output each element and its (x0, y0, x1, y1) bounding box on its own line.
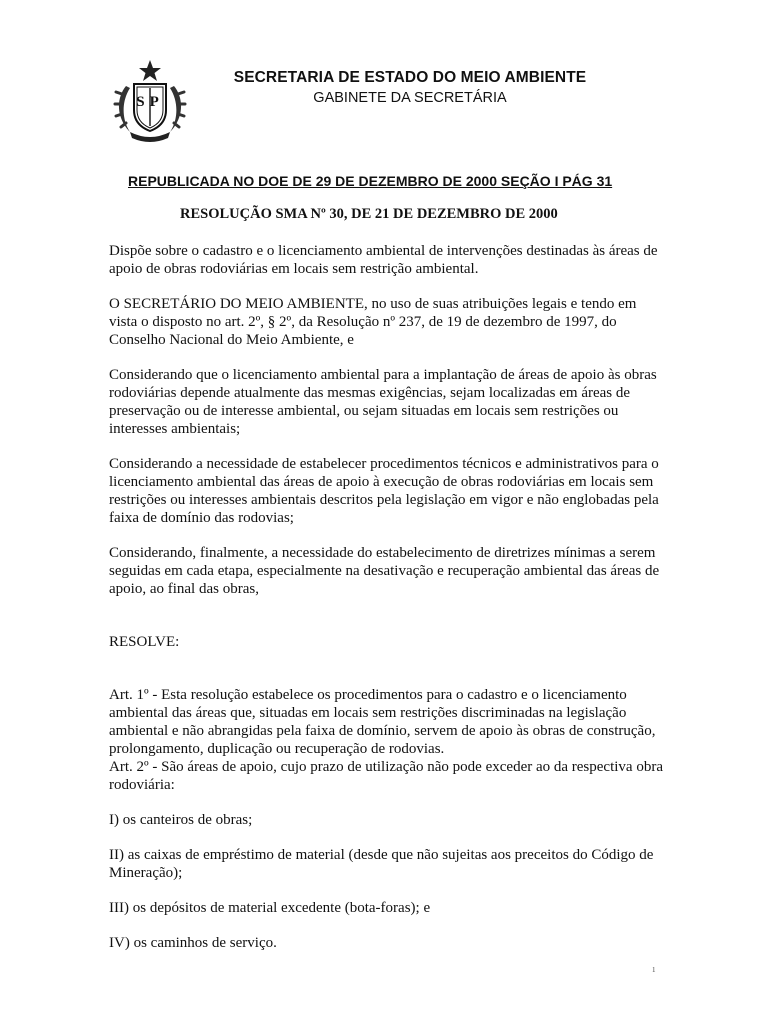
considering-paragraph-2: Considerando a necessidade de estabelecer procedimentos técnicos e administrativos para o licenciamento ambiental das áreas de apoio à execução de obras rodoviárias em locais sem restrições ou interesses ambientais descritos pela legislação em vigor e não englobadas pela faixa de domínio das rodovias; (109, 456, 659, 526)
considering-paragraph-1: Considerando que o licenciamento ambiental para a implantação de áreas de apoio às obras rodoviárias depende atualmente das mesmas exigências, sejam localizadas em áreas de preservação ou de interesse ambiental, ou sejam situadas em locais sem restrições ou interesses ambientais; (109, 367, 657, 437)
list-item: II) as caixas de empréstimo de material (desde que não sujeitas aos preceitos do Código de Mineração); (109, 847, 654, 881)
list-item: I) os canteiros de obras; (109, 812, 253, 828)
resolution-title: RESOLUÇÃO SMA Nº 30, DE 21 DE DEZEMBRO DE 2000 (180, 206, 558, 222)
article-1: Art. 1º - Esta resolução estabelece os procedimentos para o cadastro e o licenciamento ambiental das áreas que, situadas em locais sem restrições discriminadas na legislação ambiental e não abrangidas pela faixa de domínio, servem de apoio às obras de construção, prolongamento, duplicação ou recuperação de rodovias. (109, 687, 656, 757)
article-2: Art. 2º - São áreas de apoio, cujo prazo de utilização não pode exceder ao da respectiva obra rodoviária: (109, 759, 663, 793)
document-body (109, 242, 665, 969)
sao-paulo-coat-of-arms-icon (112, 58, 188, 142)
list-item: III) os depósitos de material excedente (bota-foras); e (109, 900, 431, 916)
republication-note: REPUBLICADA NO DOE DE 29 DE DEZEMBRO DE 2000 SEÇÃO I PÁG 31 (128, 173, 613, 189)
document-header (200, 68, 620, 107)
organization-name: SECRETARIA DE ESTADO DO MEIO AMBIENTE (233, 69, 587, 86)
considering-paragraph-3: Considerando, finalmente, a necessidade do estabelecimento de diretrizes mínimas a serem seguidas em cada etapa, especialmente na desativação e recuperação ambiental das áreas de apoio, ao final das obras, (109, 545, 660, 597)
seal-letters: SP (136, 94, 164, 110)
preamble-paragraph: O SECRETÁRIO DO MEIO AMBIENTE, no uso de suas atribuições legais e tendo em vista o disposto no art. 2º, § 2º, da Resolução nº 237, de 19 de dezembro de 1997, do Conselho Nacional do Meio Ambiente, e (109, 296, 637, 348)
resolve-heading: RESOLVE: (109, 634, 180, 650)
summary-paragraph: Dispõe sobre o cadastro e o licenciamento ambiental de intervenções destinadas às áreas de apoio de obras rodoviárias em locais sem restrição ambiental. (109, 243, 658, 277)
department-name: GABINETE DA SECRETÁRIA (313, 90, 507, 106)
list-item: IV) os caminhos de serviço. (109, 935, 277, 951)
page-number: 1 (652, 966, 656, 974)
